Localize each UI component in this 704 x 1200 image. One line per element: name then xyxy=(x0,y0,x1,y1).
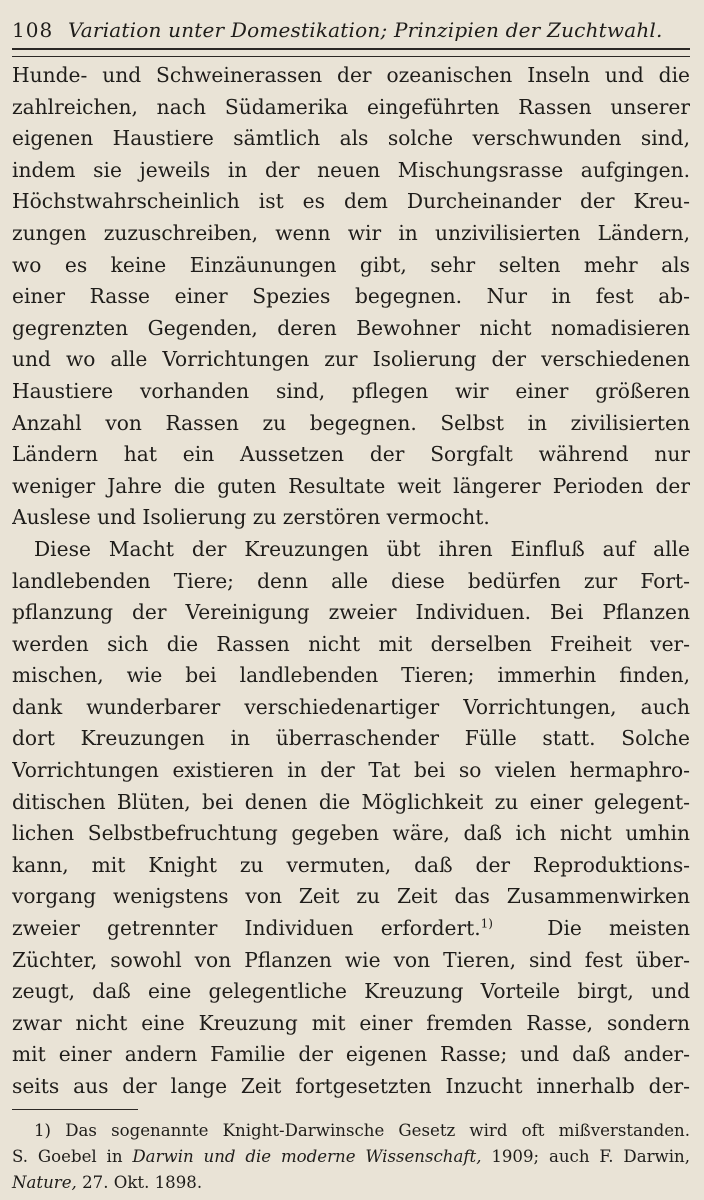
footnote-text: S. Goebel in xyxy=(12,1146,123,1166)
text-line: vorgang wenigstens von Zeit zu Zeit das Zusammenwirken xyxy=(12,884,690,909)
footnote-rule xyxy=(12,1109,138,1110)
footnote-line xyxy=(12,1144,690,1170)
text-line: ditischen Blüten, bei denen die Möglichkeit zu einer gelegent- xyxy=(12,789,690,814)
body-text xyxy=(12,60,690,1103)
footnote-text: 1909; auch F. Darwin, xyxy=(491,1146,690,1166)
footnote-reference[interactable]: 1) xyxy=(480,916,493,931)
text-line: Höchstwahrscheinlich ist es dem Durcheinander der Kreu- xyxy=(12,189,690,214)
text-line: zeugt, daß eine gelegentliche Kreuzung Vorteile birgt, und xyxy=(12,979,690,1004)
text-line: landlebenden Tiere; denn alle diese bedürfen zur Fort- xyxy=(12,568,690,593)
text-line: und wo alle Vorrichtungen zur Isolierung der verschiedenen xyxy=(12,347,690,372)
text-line: zahlreichen, nach Südamerika eingeführten Rassen unserer xyxy=(12,94,690,119)
text-line: kann, mit Knight zu vermuten, daß der Reproduktions- xyxy=(12,852,690,877)
text-line: Haustiere vorhanden sind, pflegen wir einer größeren xyxy=(12,378,690,403)
cited-book-title: Darwin und die moderne Wissenschaft, xyxy=(132,1146,482,1166)
text-line: werden sich die Rassen nicht mit derselben Freiheit ver- xyxy=(12,631,690,656)
running-title: Variation unter Domestikation; Prinzipien der Zuchtwahl. xyxy=(68,18,663,42)
text-line: Hunde- und Schweinerassen der ozeanischen Inseln und die xyxy=(12,63,690,87)
text-line: Ländern hat ein Aussetzen der Sorgfalt während nur xyxy=(12,442,690,467)
text-line: dank wunderbarer verschiedenartiger Vorrichtungen, auch xyxy=(12,694,690,719)
text-line: mit einer andern Familie der eigenen Rasse; und daß ander- xyxy=(12,1042,690,1067)
cited-journal: Nature, xyxy=(12,1172,77,1192)
text-line: wo es keine Einzäunungen gibt, sehr selten mehr als xyxy=(12,252,690,277)
page-number: 108 xyxy=(12,18,54,42)
text-line: zungen zuzuschreiben, wenn wir in unzivilisierten Ländern, xyxy=(12,220,690,245)
text-line: weniger Jahre die guten Resultate weit längerer Perioden der xyxy=(12,473,690,498)
text-line: lichen Selbstbefruchtung gegeben wäre, daß ich nicht umhin xyxy=(12,821,690,846)
text-line: eigenen Haustiere sämtlich als solche verschwunden sind, xyxy=(12,126,690,151)
text-segment: zweier getrennter Individuen erfordert. xyxy=(12,916,481,941)
text-line: zwar nicht eine Kreuzung mit einer fremden Rasse, sondern xyxy=(12,1010,690,1035)
footnote-number: 1) xyxy=(34,1120,52,1140)
text-line-with-footnote xyxy=(12,913,690,945)
header-rule xyxy=(12,48,690,57)
text-line: mischen, wie bei landlebenden Tieren; immerhin finden, xyxy=(12,663,690,688)
text-line: einer Rasse einer Spezies begegnen. Nur in fest ab- xyxy=(12,284,690,309)
text-line: Züchter, sowohl von Pflanzen wie von Tieren, sind fest über- xyxy=(12,947,690,972)
footnote-text: Das sogenannte Knight-Darwinsche Gesetz wird oft mißverstanden. xyxy=(65,1120,691,1140)
text-line: Vorrichtungen existieren in der Tat bei so vielen hermaphro- xyxy=(12,758,690,783)
text-line: dort Kreuzungen in überraschender Fülle statt. Solche xyxy=(12,726,690,751)
text-line: seits aus der lange Zeit fortgesetzten Inzucht innerhalb der- xyxy=(12,1074,690,1098)
text-line: pflanzung der Vereinigung zweier Individuen. Bei Pflanzen xyxy=(12,600,690,625)
footnote-line xyxy=(12,1118,690,1144)
running-header xyxy=(12,18,690,42)
text-segment: Die meisten xyxy=(547,916,690,941)
text-line: Diese Macht der Kreuzungen übt ihren Einfluß auf alle xyxy=(34,536,690,561)
footnote-line xyxy=(12,1170,690,1196)
text-line: gegrenzten Gegenden, deren Bewohner nicht nomadisieren xyxy=(12,315,690,340)
text-line: Auslese und Isolierung zu zerstören vermocht. xyxy=(12,505,490,530)
text-line: Anzahl von Rassen zu begegnen. Selbst in zivilisierten xyxy=(12,410,690,435)
footnote-text: 27. Okt. 1898. xyxy=(82,1172,203,1192)
text-line: indem sie jeweils in der neuen Mischungsrasse aufgingen. xyxy=(12,157,690,182)
footnote xyxy=(12,1118,690,1196)
